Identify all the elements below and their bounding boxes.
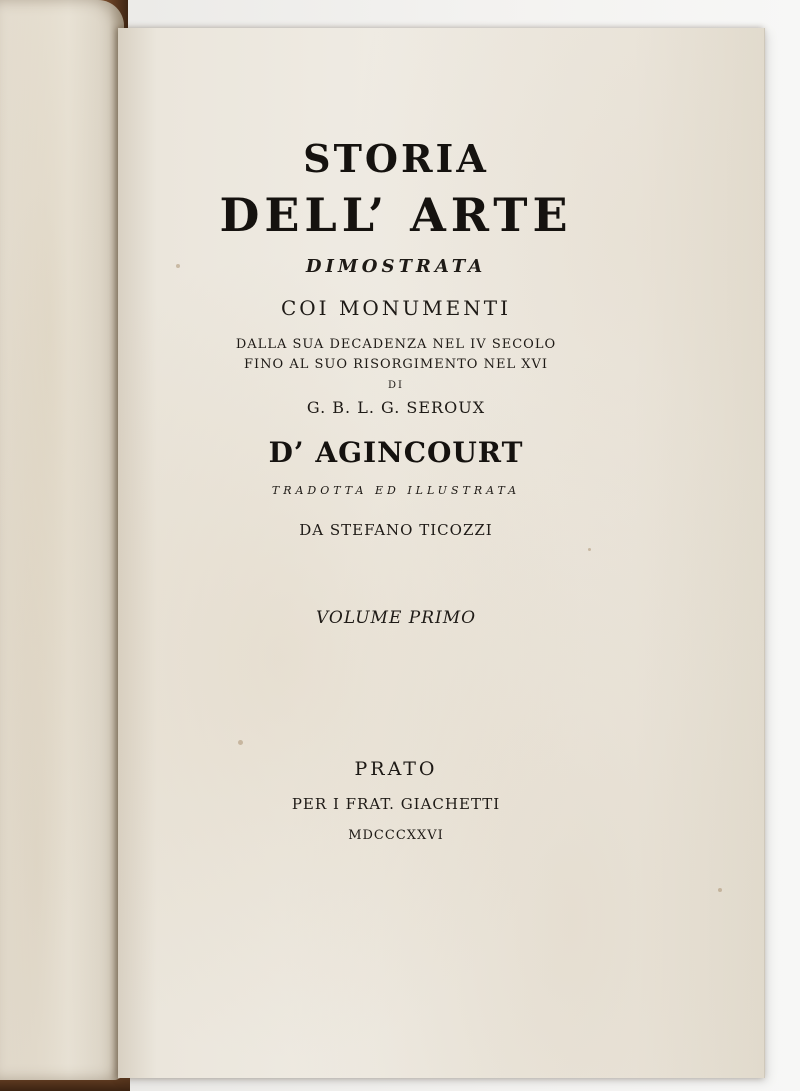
title-page [118,28,765,1078]
imprint-publisher: PER I FRAT. GIACHETTI [291,795,501,813]
title-line-1: STORIA [303,136,489,181]
translator-name: DA STEFANO TICOZZI [299,521,493,539]
period-line-1: DALLA SUA DECADENZA NEL IV SECOLO [235,337,557,352]
author-line-1: G. B. L. G. SEROUX [306,398,486,417]
left-flyleaf-page [0,0,124,1080]
title-line-2: DELL’ ARTE [219,188,573,242]
translation-note: TRADOTTA ED ILLUSTRATA [271,484,521,497]
author-line-2: D’ AGINCOURT [268,436,524,469]
by-label: DI [388,380,404,391]
title-page-text [118,28,764,1078]
imprint-place: PRATO [354,758,438,780]
period-line-2: FINO AL SUO RISORGIMENTO NEL XVI [244,357,548,372]
subtitle-line-1: DIMOSTRATA [305,256,487,277]
volume-label: VOLUME PRIMO [315,608,477,628]
imprint-year: MDCCCXXVI [348,828,444,843]
subtitle-line-2: COI MONUMENTI [280,296,511,320]
